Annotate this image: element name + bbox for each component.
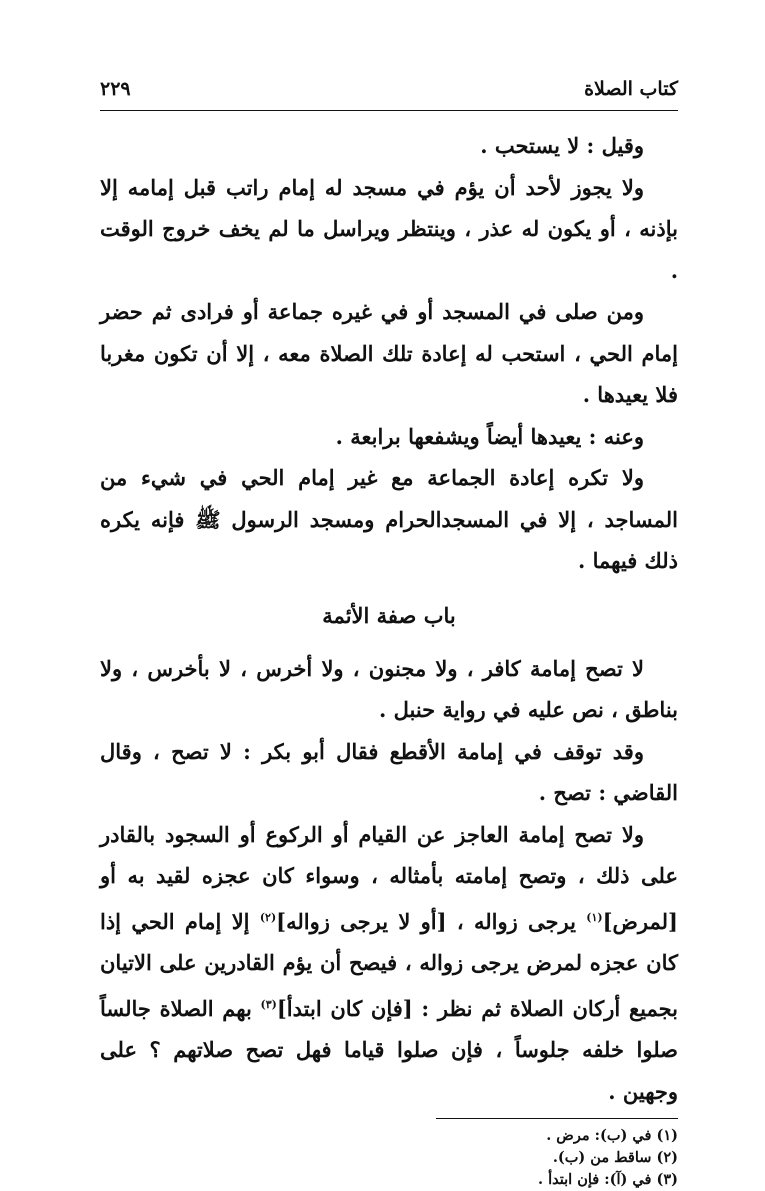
running-header <box>100 72 678 106</box>
footnote-3: (٣) في (آ): فإن ابتدأ . <box>537 1171 678 1188</box>
paragraph-8-part-b: يرجى زواله ، [أو لا يرجى زواله] <box>276 908 587 934</box>
header-rule <box>100 110 678 111</box>
footnote-ref-3: (٣) <box>260 997 277 1011</box>
page-number: ٢٢٩ <box>100 78 131 100</box>
paragraph-8-part-d: بهم الصلاة جالساً صلوا خلفه جلوساً ، فإن صلوا قياما فهل تصح صلاتهم ؟ على وجهين . <box>100 995 678 1104</box>
page <box>100 72 678 1191</box>
footnote-1: (١) في (ب): مرض . <box>546 1127 678 1144</box>
paragraph-8 <box>100 814 678 1113</box>
paragraph-6: لا تصح إمامة كافر ، ولا مجنون ، ولا أخرس ، لا بأخرس ، ولا بناطق ، نص عليه في رواية حنبل . <box>100 655 678 722</box>
paragraph-4: وعنه : يعيدها أيضاً ويشفعها برابعة . <box>335 423 644 449</box>
footnote-rule <box>436 1118 678 1119</box>
paragraph-5: ولا تكره إعادة الجماعة مع غير إمام الحي في شيء من المساجد ، إلا في المسجدالحرام ومسجد الرسول ﷺ فإنه يكره ذلك فيهما . <box>100 465 678 573</box>
footnotes <box>100 1125 678 1191</box>
footnote-ref-1: (١) <box>586 910 603 924</box>
paragraph-3: ومن صلى في المسجد أو في غيره جماعة أو فرادى ثم حضر إمام الحي ، استحب له إعادة تلك الصلاة معه ، إلا أن تكون مغربا فلا يعيدها . <box>100 299 678 407</box>
paragraph-1: وقيل : لا يستحب . <box>480 133 644 158</box>
paragraph-8-part-c: إلا إمام الحي إذا كان عجزه لمرض يرجى زواله ، فيصح أن يؤم القادرين على الاتيان بجميع أركان الصلاة ثم نظر : [فإن كان ابتدأ] <box>100 908 679 1021</box>
paragraph-7: وقد توقف في إمامة الأقطع فقال أبو بكر : لا تصح ، وقال القاضي : تصح . <box>100 738 678 805</box>
main-text <box>100 125 678 1112</box>
footnote-ref-2: (٢) <box>259 910 277 924</box>
paragraph-2: ولا يجوز لأحد أن يؤم في مسجد له إمام راتب قبل إمامه إلا بإذنه ، أو يكون له عذر ، وينتظر ويراسل ما لم يخف خروج الوقت . <box>100 174 678 283</box>
paragraph-8-part-a: ولا تصح إمامة العاجز عن القيام أو الركوع أو السجود بالقادر على ذلك ، وتصح إمامته بأمثاله ، وسواء كان عجزه لقيد به أو [لمرض] <box>100 821 678 934</box>
section-heading: باب صفة الأئمة <box>322 602 456 628</box>
footnote-2: (٢) ساقط من (ب). <box>552 1149 678 1166</box>
book-title: كتاب الصلاة <box>584 78 678 100</box>
